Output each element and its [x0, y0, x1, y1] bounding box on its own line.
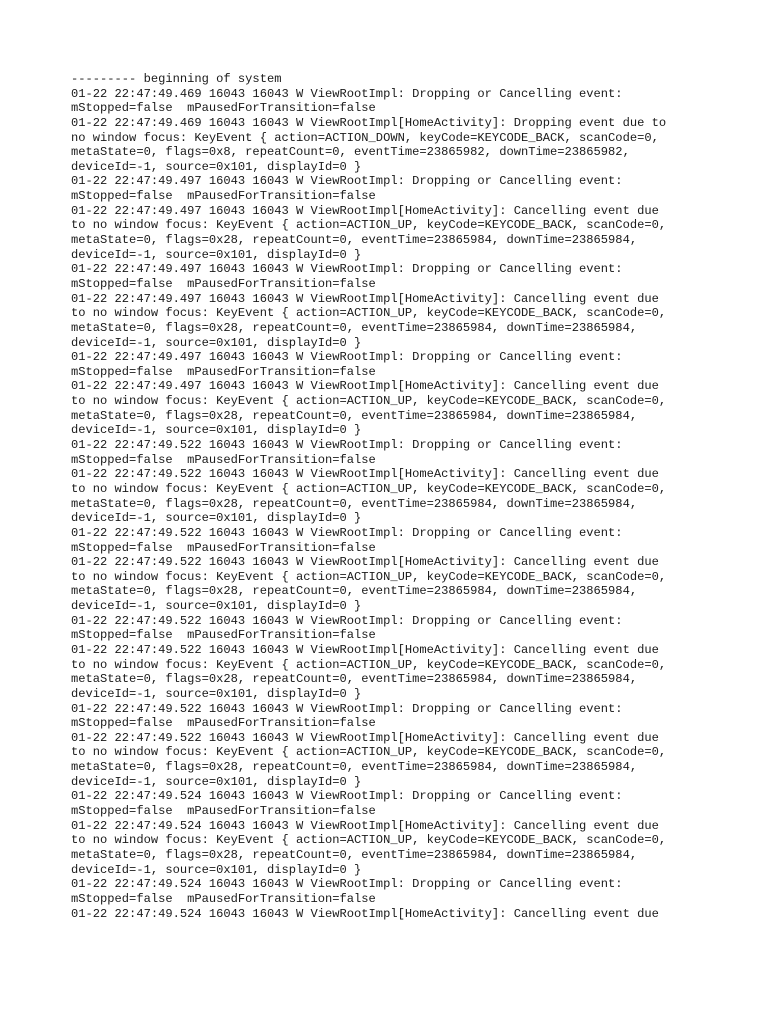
log-line: mStopped=false mPausedForTransition=false [71, 716, 376, 731]
log-line: 01-22 22:47:49.497 16043 16043 W ViewRootImpl: Dropping or Cancelling event: [71, 262, 623, 277]
log-line: to no window focus: KeyEvent { action=ACTION_UP, keyCode=KEYCODE_BACK, scanCode=0, [71, 657, 667, 672]
log-line: 01-22 22:47:49.497 16043 16043 W ViewRootImpl[HomeActivity]: Cancelling event due [71, 379, 659, 394]
log-line: deviceId=-1, source=0x101, displayId=0 } [71, 423, 362, 438]
log-line: mStopped=false mPausedForTransition=false [71, 101, 376, 116]
log-line: 01-22 22:47:49.522 16043 16043 W ViewRootImpl[HomeActivity]: Cancelling event due [71, 467, 659, 482]
log-line: mStopped=false mPausedForTransition=false [71, 628, 376, 643]
log-line: metaState=0, flags=0x28, repeatCount=0, eventTime=23865984, downTime=23865984, [71, 233, 638, 248]
log-line: mStopped=false mPausedForTransition=false [71, 804, 376, 819]
log-line: metaState=0, flags=0x28, repeatCount=0, eventTime=23865984, downTime=23865984, [71, 847, 638, 862]
log-line: to no window focus: KeyEvent { action=ACTION_UP, keyCode=KEYCODE_BACK, scanCode=0, [71, 481, 667, 496]
log-line: metaState=0, flags=0x28, repeatCount=0, eventTime=23865984, downTime=23865984, [71, 672, 638, 687]
log-line: metaState=0, flags=0x28, repeatCount=0, eventTime=23865984, downTime=23865984, [71, 584, 638, 599]
log-line: to no window focus: KeyEvent { action=ACTION_UP, keyCode=KEYCODE_BACK, scanCode=0, [71, 394, 667, 409]
log-line: no window focus: KeyEvent { action=ACTION_DOWN, keyCode=KEYCODE_BACK, scanCode=0, [71, 130, 659, 145]
log-line: mStopped=false mPausedForTransition=false [71, 540, 376, 555]
log-line: mStopped=false mPausedForTransition=false [71, 276, 376, 291]
log-line: 01-22 22:47:49.522 16043 16043 W ViewRootImpl: Dropping or Cancelling event: [71, 525, 623, 540]
log-line: metaState=0, flags=0x28, repeatCount=0, eventTime=23865984, downTime=23865984, [71, 320, 638, 335]
log-line: 01-22 22:47:49.469 16043 16043 W ViewRootImpl: Dropping or Cancelling event: [71, 86, 623, 101]
log-line: to no window focus: KeyEvent { action=ACTION_UP, keyCode=KEYCODE_BACK, scanCode=0, [71, 833, 667, 848]
log-line: --------- beginning of system [71, 72, 282, 86]
log-line: to no window focus: KeyEvent { action=ACTION_UP, keyCode=KEYCODE_BACK, scanCode=0, [71, 569, 667, 584]
log-line: deviceId=-1, source=0x101, displayId=0 } [71, 862, 362, 877]
log-line: 01-22 22:47:49.522 16043 16043 W ViewRootImpl[HomeActivity]: Cancelling event due [71, 730, 659, 745]
log-line: deviceId=-1, source=0x101, displayId=0 } [71, 686, 362, 701]
log-line: 01-22 22:47:49.522 16043 16043 W ViewRootImpl: Dropping or Cancelling event: [71, 613, 623, 628]
log-line: 01-22 22:47:49.524 16043 16043 W ViewRootImpl: Dropping or Cancelling event: [71, 789, 623, 804]
log-line: deviceId=-1, source=0x101, displayId=0 } [71, 247, 362, 262]
log-line: deviceId=-1, source=0x101, displayId=0 } [71, 599, 362, 614]
log-line: 01-22 22:47:49.497 16043 16043 W ViewRootImpl[HomeActivity]: Cancelling event due [71, 203, 659, 218]
log-line: 01-22 22:47:49.524 16043 16043 W ViewRootImpl[HomeActivity]: Cancelling event due [71, 818, 659, 833]
log-line: 01-22 22:47:49.524 16043 16043 W ViewRootImpl: Dropping or Cancelling event: [71, 877, 623, 892]
log-line: mStopped=false mPausedForTransition=false [71, 189, 376, 204]
log-line: metaState=0, flags=0x28, repeatCount=0, eventTime=23865984, downTime=23865984, [71, 408, 638, 423]
log-line: deviceId=-1, source=0x101, displayId=0 } [71, 335, 362, 350]
log-line: metaState=0, flags=0x8, repeatCount=0, eventTime=23865982, downTime=23865982, [71, 145, 630, 160]
log-line: deviceId=-1, source=0x101, displayId=0 } [71, 159, 362, 174]
log-line: 01-22 22:47:49.522 16043 16043 W ViewRootImpl: Dropping or Cancelling event: [71, 438, 623, 453]
log-line: mStopped=false mPausedForTransition=false [71, 891, 376, 906]
log-line: 01-22 22:47:49.522 16043 16043 W ViewRootImpl[HomeActivity]: Cancelling event due [71, 555, 659, 570]
log-line: 01-22 22:47:49.522 16043 16043 W ViewRootImpl[HomeActivity]: Cancelling event due [71, 642, 659, 657]
log-line: mStopped=false mPausedForTransition=false [71, 452, 376, 467]
log-line: deviceId=-1, source=0x101, displayId=0 } [71, 511, 362, 526]
log-line: deviceId=-1, source=0x101, displayId=0 } [71, 774, 362, 789]
log-line: to no window focus: KeyEvent { action=ACTION_UP, keyCode=KEYCODE_BACK, scanCode=0, [71, 218, 667, 233]
log-line: 01-22 22:47:49.469 16043 16043 W ViewRootImpl[HomeActivity]: Dropping event due to [71, 115, 667, 130]
log-line: 01-22 22:47:49.497 16043 16043 W ViewRootImpl: Dropping or Cancelling event: [71, 350, 623, 365]
log-text-page [71, 72, 711, 921]
log-line: metaState=0, flags=0x28, repeatCount=0, eventTime=23865984, downTime=23865984, [71, 496, 638, 511]
log-line: 01-22 22:47:49.497 16043 16043 W ViewRootImpl: Dropping or Cancelling event: [71, 174, 623, 189]
log-line: 01-22 22:47:49.524 16043 16043 W ViewRootImpl[HomeActivity]: Cancelling event due [71, 906, 659, 921]
log-line: 01-22 22:47:49.522 16043 16043 W ViewRootImpl: Dropping or Cancelling event: [71, 701, 623, 716]
log-line: mStopped=false mPausedForTransition=false [71, 364, 376, 379]
log-line: 01-22 22:47:49.497 16043 16043 W ViewRootImpl[HomeActivity]: Cancelling event due [71, 291, 659, 306]
log-line: to no window focus: KeyEvent { action=ACTION_UP, keyCode=KEYCODE_BACK, scanCode=0, [71, 306, 667, 321]
log-line: metaState=0, flags=0x28, repeatCount=0, eventTime=23865984, downTime=23865984, [71, 760, 638, 775]
log-line: to no window focus: KeyEvent { action=ACTION_UP, keyCode=KEYCODE_BACK, scanCode=0, [71, 745, 667, 760]
